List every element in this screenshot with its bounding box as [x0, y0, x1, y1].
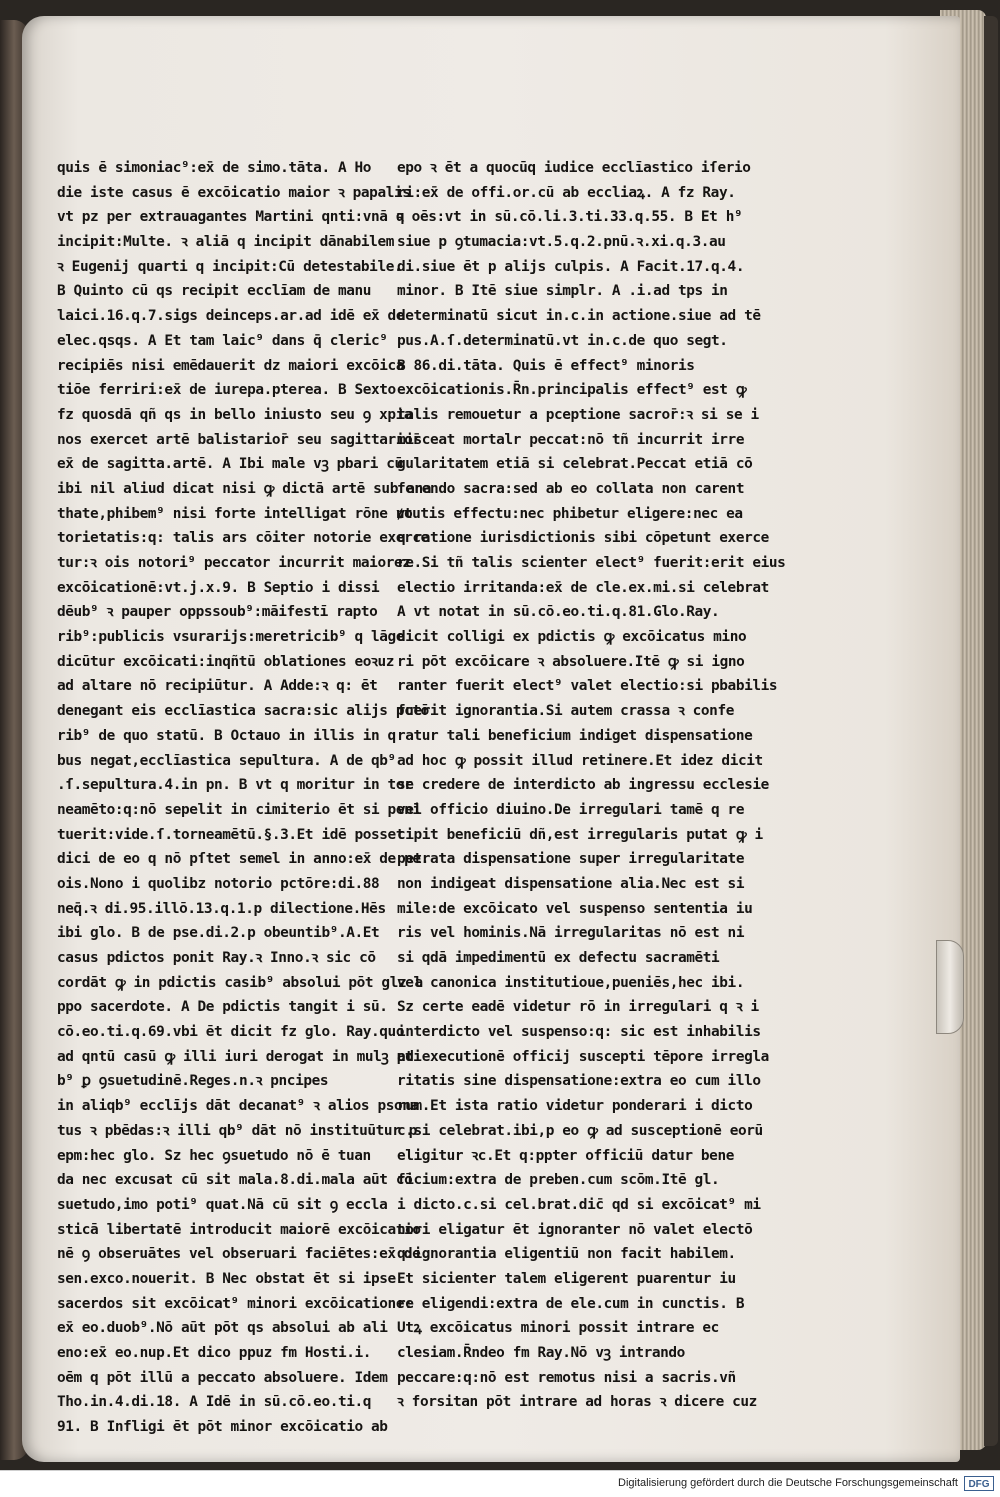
text-line: neamēto:q:nō sepelit in cimiterio ēt si peni [57, 801, 421, 818]
text-line: ri:ex̄ de offi.or.cū ab eccliaꝝ. A fz Ray. [397, 184, 736, 201]
text-line: neq̄.ꝛ di.95.illō.13.q.1.p dilectione.Hēs [57, 900, 386, 917]
text-line: nē ꝯ obseruātes vel obseruari faciētes:ex̄ de [57, 1246, 421, 1263]
text-line: clesiam.R̄ndeo fm Ray.Nō vꝫ intrando [397, 1345, 685, 1361]
text-line: sacerdos sit excōicat⁹ minori excōicatione: [57, 1295, 413, 1312]
text-line: denegant eis ecclīastica sacra:sic alijs pctō [57, 703, 429, 720]
text-line: ad executionē officij suscepti tēpore irregla [397, 1048, 769, 1065]
text-line: cipit beneficiū dñ,est irregularis putat ꝙ i [397, 826, 763, 843]
text-line: ri pōt excōicare ꝛ absoluere.Itē ꝙ si igno [397, 653, 745, 670]
text-line: A vt notat in sū.cō.eo.ti.q.81.Glo.Ray. [397, 604, 720, 621]
text-line: dicūtur excōicati:inqñtū oblationes eoꝛuz [57, 653, 394, 670]
text-line: ad qntū casū ꝙ illi iuri derogat in mulꝫ pti [57, 1048, 422, 1065]
text-line: sen.exco.nouerit. B Nec obstat ēt si ipse [57, 1270, 396, 1287]
text-line: nos exercet artē balistarior̄ seu sagittarior̄ [57, 431, 421, 448]
text-line: ad hoc ꝙ possit illud retinere.Et idez dicit [397, 752, 763, 769]
text-line: ritatis sine dispensatione:extra eo cum illo [397, 1073, 761, 1090]
text-line: eligitur ꝛc.Et q:ppter officiū datur bene [397, 1147, 734, 1164]
text-line: talis remouetur a pceptione sacror̄:ꝛ si se i [397, 406, 759, 423]
text-line: in aliqb⁹ ecclījs dāt decanat⁹ ꝛ alios psona [57, 1098, 419, 1115]
text-line: Sz certe eadē videtur rō in irregulari q ꝛ i [397, 999, 759, 1016]
text-line: ad altare nō recipiūtur. A Adde:ꝛ q: ēt [57, 678, 378, 695]
text-line: eno:ex̄ eo.nup.Et dico ppuz fm Hosti.i. [57, 1345, 372, 1361]
text-line: oēm q pōt illū a peccato absoluere. Idem [57, 1369, 388, 1386]
text-line: ex̄ eo.duob⁹.Nō aūt pōt qs absolui ab ali [57, 1320, 388, 1337]
text-line: ois.Nono i quolibz notorio pctōre:di.88 [57, 875, 380, 892]
text-line: rum.Et ista ratio videtur ponderari i dicto [397, 1098, 753, 1115]
text-line: tus ꝛ pbēdas:ꝛ illi qb⁹ dāt nō instituūtur p [57, 1122, 417, 1139]
text-line: ratur tali beneficium indiget dispensatione [397, 727, 753, 744]
text-line: fz quosdā qñ qs in bello iniusto seu ꝯ xpia [57, 406, 413, 423]
text-line: ꝛ oēs:vt in sū.cō.li.3.ti.33.q.55. B Et h⁹ [397, 209, 743, 226]
text-line: nori eligatur ēt ignoranter nō valet electō [397, 1221, 753, 1238]
text-line: quis ē simoniac⁹:ex̄ de simo.tāta. A Ho [57, 160, 372, 176]
text-line: epm:hec glo. Sz hec ꝯsuetudo nō ē tuan [57, 1147, 371, 1164]
text-line: mile:de excōicato vel suspenso sententia iu [397, 900, 753, 917]
text-line: ficium:extra de preben.cum scōm.Itē gl. [397, 1172, 720, 1189]
text-line: dicit colligi ex pdictis ꝙ excōicatus mino [397, 629, 747, 646]
text-line: ibi nil aliud dicat nisi ꝙ dictā artē sub ana [57, 480, 432, 497]
text-line: epo ꝛ ēt a quocūq iudice ecclīastico iſerio [397, 160, 751, 176]
text-line: tiōe ferriri:ex̄ de iurepa.pterea. B Sexto [57, 382, 396, 399]
book-cover-edge [984, 16, 998, 1446]
text-line: siue p ꝯtumacia:vt.5.q.2.pnū.ꝛ.xi.q.3.au [397, 234, 726, 251]
text-line: torietatis:q: talis ars cōiter notorie exerce [57, 530, 429, 547]
text-line: ꝛ forsitan pōt intrare ad horas ꝛ dicere cuz [397, 1394, 757, 1411]
text-line: ꝛ Eugenij quarti q incipit:Cū detestabile. [57, 258, 403, 275]
text-line: Tho.in.4.di.18. A Idē in sū.cō.eo.ti.q [57, 1394, 372, 1411]
text-line: gularitatem etiā si celebrat.Peccat etiā cō [397, 456, 753, 473]
left-text-column [57, 156, 432, 1440]
text-line: casus pdictos ponit Ray.ꝛ Inno.ꝛ sic cō [57, 950, 376, 966]
text-line: laici.16.q.7.sigs deinceps.ar.ad idē ex̄ de [57, 308, 405, 325]
text-line: elec.qsqs. A Et tam laic⁹ dans q̄ cleric⁹ [57, 332, 388, 349]
text-line: minor. B Itē siue simplr. A .i.ad tps in [397, 283, 728, 300]
text-line: pus.A.ſ.determinatū.vt in.c.de quo segt. [397, 332, 728, 349]
text-line: re.Si tñ talis scienter elect⁹ fuerit:erit eius [397, 555, 786, 571]
text-line: misceat mortalr peccat:nō tñ incurrit irre [397, 431, 745, 448]
text-line: vel canonica institutioue,pueniēs,hec ibi. [397, 974, 745, 991]
text-line: ibi glo. B de pse.di.2.p obeuntib⁹.A.Et [57, 925, 380, 942]
text-line: excōicationē:vt.j.x.9. B Septio i dissi [57, 579, 380, 596]
text-line: electio irritanda:ex̄ de cle.ex.mi.si celebrat [397, 579, 769, 596]
text-line: vel officio diuino.De irregulari tamē q re [397, 801, 745, 818]
footer-bar [0, 1470, 1000, 1497]
text-line: ppo sacerdote. A De pdictis tangit i sū. [57, 999, 388, 1016]
text-line: ferendo sacra:sed ab eo collata non carent [397, 480, 745, 497]
text-line: B Quinto cū qs recipit ecclīam de manu [57, 283, 372, 300]
text-line: q ratione iurisdictionis sibi cōpetunt exerce [397, 530, 769, 547]
text-line: b⁹ ꝑ ꝯsuetudinē.Reges.n.ꝛ pncipes [57, 1073, 329, 1090]
text-line: interdicto vel suspenso:q: sic est inhabilis [397, 1024, 761, 1041]
text-line: ex̄ de sagitta.artē. A Ibi male vꝫ pbari cū [57, 456, 403, 473]
text-line: dēub⁹ ꝛ pauper oppssoub⁹:māifestī rapto [57, 604, 378, 621]
text-line: rib⁹ de quo statū. B Octauo in illis in q [57, 727, 396, 744]
text-line: ꝟtutis effectu:nec phibetur eligere:nec ea [397, 505, 743, 522]
text-line: determinatū sicut in.c.in actione.siue ad tē [397, 308, 761, 325]
text-line: incipit:Multe. ꝛ aliā q incipit dānabilem [57, 234, 394, 251]
text-line: B 86.di.tāta. Quis ē effect⁹ minoris [397, 357, 695, 374]
text-line: excōicationis.R̄n.principalis effect⁹ est ꝙ [397, 382, 747, 399]
text-line: dici de eo q nō pſtet semel in anno:ex̄ de pe. [57, 851, 429, 868]
page-tab-marker [936, 940, 964, 1034]
text-line: se credere de interdicto ab ingressu ecclesie [397, 777, 769, 794]
text-line: c.si celebrat.ibi,p eo ꝙ ad susceptionē eorū [397, 1122, 763, 1139]
text-line: Utꝝ excōicatus minori possit intrare ec [397, 1320, 719, 1337]
text-line: i dicto.c.si cel.brat.dic̄ qd si excōicat⁹ mi [397, 1196, 761, 1213]
text-line: tuerit:vide.ſ.torneamētū.§.3.Et idē posset [57, 826, 405, 843]
text-line: non indigeat dispensatione alia.Nec est si [397, 875, 745, 892]
text-line: Et sicienter talem eligerent puarentur iu [397, 1270, 736, 1287]
funding-notice: Digitalisierung gefördert durch die Deutsche Forschungsgemeinschaft [618, 1477, 958, 1489]
text-line: thate,phibem⁹ nisi forte intelligat rōne no [57, 505, 413, 522]
text-line: bus negat,ecclīastica sepultura. A de qb⁹ [57, 752, 396, 769]
text-line: si qdā impedimentū ex defectu sacramēti [397, 950, 720, 966]
text-line: da nec excusat cū sit mala.8.di.mala aūt cō [57, 1172, 413, 1189]
text-line: sticā libertatē introducit maiorē excōicatio [57, 1221, 421, 1238]
text-line: di.siue ēt p alijs culpis. A Facit.17.q.4. [397, 258, 745, 275]
text-line: die iste casus ē excōicatio maior ꝛ papalis [57, 184, 411, 201]
text-line: cordāt ꝙ in pdictis casib⁹ absolui pōt glz a [57, 974, 423, 991]
text-line: cō.eo.ti.q.69.vbi ēt dicit fz glo. Ray.quo [57, 1024, 405, 1041]
text-line: rib⁹:publicis vsurarijs:meretricib⁹ q lāge [57, 629, 405, 646]
dfg-logo: DFG [964, 1476, 994, 1491]
text-line: ranter fuerit elect⁹ valet electio:si pbabilis [397, 678, 778, 695]
text-line: q:ignorantia eligentiū non facit habilem. [397, 1246, 736, 1263]
text-line: fuerit ignorantia.Si autem crassa ꝛ confe [397, 703, 734, 720]
right-text-column [397, 156, 786, 1415]
text-line: petrata dispensatione super irregularitate [397, 851, 745, 868]
text-line: peccare:q:nō est remotus nisi a sacris.vñ [397, 1369, 736, 1386]
text-line: .ſ.sepultura.4.in pn. B vt q moritur in tor [57, 777, 413, 794]
text-line: tur:ꝛ ois notori⁹ peccator incurrit maiorez [57, 555, 411, 571]
text-line: recipiēs nisi emēdauerit dz maiori excōica [57, 357, 405, 374]
text-line: 91. B Infligi ēt pōt minor excōicatio ab [57, 1419, 388, 1436]
text-line: ris vel hominis.Nā irregularitas nō est ni [397, 925, 745, 942]
text-line: vt pz per extrauagantes Martini qnti:vnā q [57, 209, 405, 226]
text-line: suetudo,imo poti⁹ quat.Nā cū sit ꝯ eccla [57, 1196, 388, 1213]
text-line: re eligendi:extra de ele.cum in cunctis. B [397, 1295, 745, 1312]
